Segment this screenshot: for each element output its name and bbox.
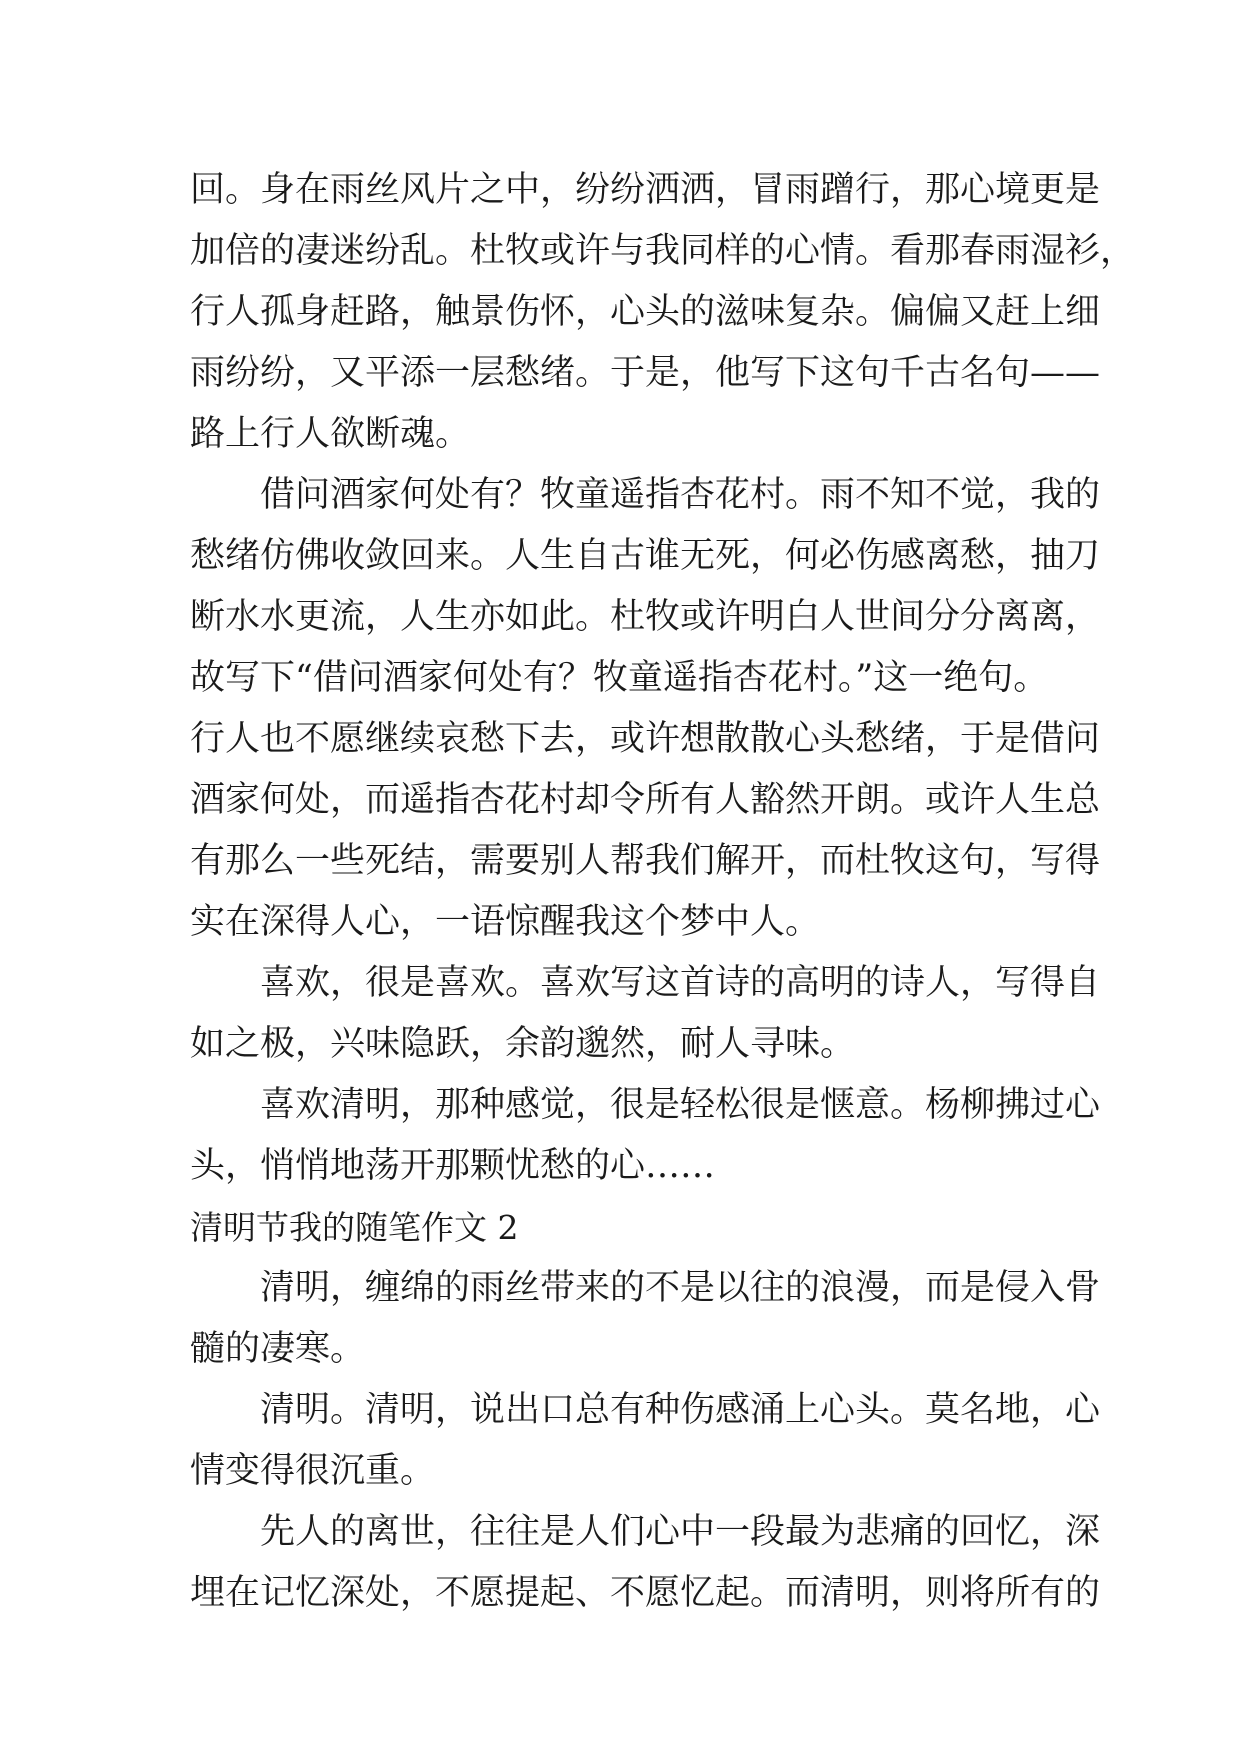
section-heading: 清明节我的随笔作文 2 [190,1208,519,1247]
text-line: 头，悄悄地荡开那颗忧愁的心…… [190,1146,716,1186]
text-line: 实在深得人心，一语惊醒我这个梦中人。 [190,902,821,942]
text-line: 愁绪仿佛收敛回来。人生自古谁无死，何必伤感离愁，抽刀 [190,536,1101,576]
text-line: 行人孤身赶路，触景伤怀，心头的滋味复杂。偏偏又赶上细 [190,292,1101,332]
paragraph-first-line: 先人的离世，往往是人们心中一段最为悲痛的回忆，深 [260,1512,1101,1552]
paragraph-first-line: 清明。清明，说出口总有种伤感涌上心头。莫名地，心 [260,1390,1101,1430]
text-line: 髓的凄寒。 [190,1329,366,1369]
paragraph-first-line: 喜欢清明，那种感觉，很是轻松很是惬意。杨柳拂过心 [260,1085,1101,1125]
text-line: 路上行人欲断魂。 [190,414,471,454]
paragraph-first-line: 借问酒家何处有？牧童遥指杏花村。雨不知不觉，我的 [260,475,1101,515]
text-line: 如之极，兴味隐跃，余韵邈然，耐人寻味。 [190,1024,856,1064]
text-line: 断水水更流，人生亦如此。杜牧或许明白人世间分分离离， [190,597,1101,637]
text-line: 加倍的凄迷纷乱。杜牧或许与我同样的心情。看那春雨湿衫， [190,231,1136,271]
paragraph-first-line: 清明，缠绵的雨丝带来的不是以往的浪漫，而是侵入骨 [260,1268,1101,1308]
text-line: 故写下“借问酒家何处有？牧童遥指杏花村。”这一绝句。 [190,658,1049,698]
text-line: 埋在记忆深处，不愿提起、不愿忆起。而清明，则将所有的 [190,1573,1101,1613]
text-line: 回。身在雨丝风片之中，纷纷洒洒，冒雨蹭行，那心境更是 [190,170,1101,210]
text-line: 情变得很沉重。 [190,1451,436,1491]
text-line: 有那么一些死结，需要别人帮我们解开，而杜牧这句，写得 [190,841,1101,881]
document-body [190,160,1136,1624]
paragraph-first-line: 喜欢，很是喜欢。喜欢写这首诗的高明的诗人，写得自 [260,963,1101,1003]
text-line: 雨纷纷，又平添一层愁绪。于是，他写下这句千古名句—— [190,353,1101,393]
text-line: 酒家何处，而遥指杏花村却令所有人豁然开朗。或许人生总 [190,780,1101,820]
text-line: 行人也不愿继续哀愁下去，或许想散散心头愁绪，于是借问 [190,719,1101,759]
